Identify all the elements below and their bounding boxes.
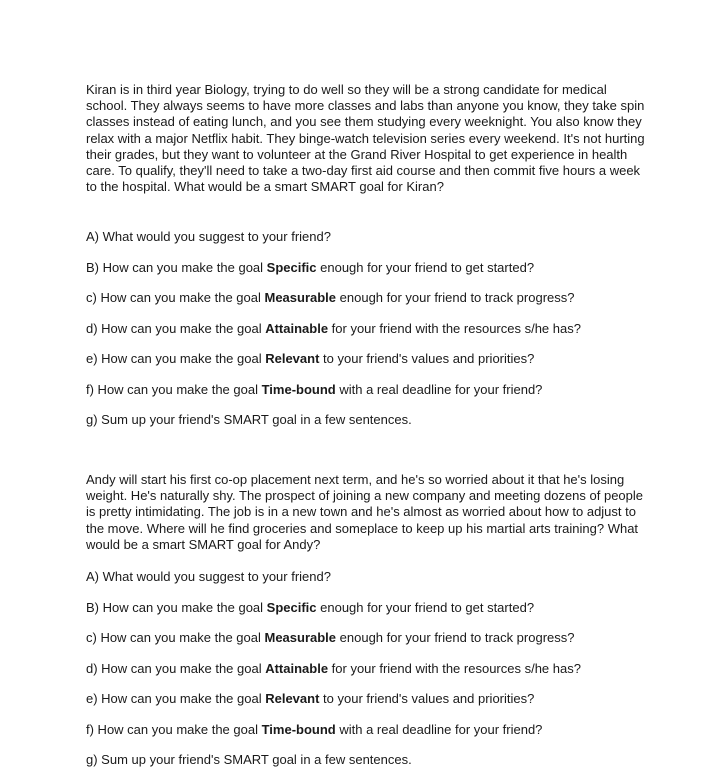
question-a: A) What would you suggest to your friend? [86,229,331,244]
question-d-attainable: d) How can you make the goal Attainable for your friend with the resources s/he has? [86,660,581,676]
scenario-paragraph: Kiran is in third year Biology, trying to do well so they will be a strong candidate for medical school. They always seems to have more classes and labs than anyone you know, they take spin classes instead of eating lunch, and you see them studying every weeknight. You also know they relax with a major Netflix habit. They binge-watch television series every weekend. It's not hurting their grades, but they want to volunteer at the Grand River Hospital to get experience in health care. To qualify, they'll need to take a two-day first aid course and then commit five hours a week to the hospital. What would be a smart SMART goal for Kiran? [86,82,645,195]
question-b-specific: B) How can you make the goal Specific enough for your friend to get started? [86,599,535,615]
question-c-measurable: c) How can you make the goal Measurable enough for your friend to track progress? [86,630,575,645]
question-list [86,229,646,428]
question-e-relevant: e) How can you make the goal Relevant to your friend's values and priorities? [86,691,535,706]
document-page [86,82,646,767]
question-b-specific: B) How can you make the goal Specific enough for your friend to get started? [86,259,535,275]
question-g-summary: g) Sum up your friend's SMART goal in a few sentences. [86,412,412,427]
case-study-andy [86,472,646,768]
question-f-time-bound: f) How can you make the goal Time-bound with a real deadline for your friend? [86,721,543,737]
question-a: A) What would you suggest to your friend? [86,569,331,584]
question-c-measurable: c) How can you make the goal Measurable enough for your friend to track progress? [86,290,575,305]
case-study-kiran [86,82,646,428]
question-g-summary: g) Sum up your friend's SMART goal in a few sentences. [86,752,412,767]
question-f-time-bound: f) How can you make the goal Time-bound with a real deadline for your friend? [86,381,543,397]
question-d-attainable: d) How can you make the goal Attainable for your friend with the resources s/he has? [86,320,581,336]
question-list [86,569,646,768]
question-e-relevant: e) How can you make the goal Relevant to your friend's values and priorities? [86,351,535,366]
scenario-paragraph: Andy will start his first co-op placement next term, and he's so worried about it that he's losing weight. He's naturally shy. The prospect of joining a new company and meeting dozens of people is pretty intimidating. The job is in a new town and he's almost as worried about how to adjust to the move. Where will he find groceries and someplace to keep up his martial arts training? What would be a smart SMART goal for Andy? [86,472,644,552]
